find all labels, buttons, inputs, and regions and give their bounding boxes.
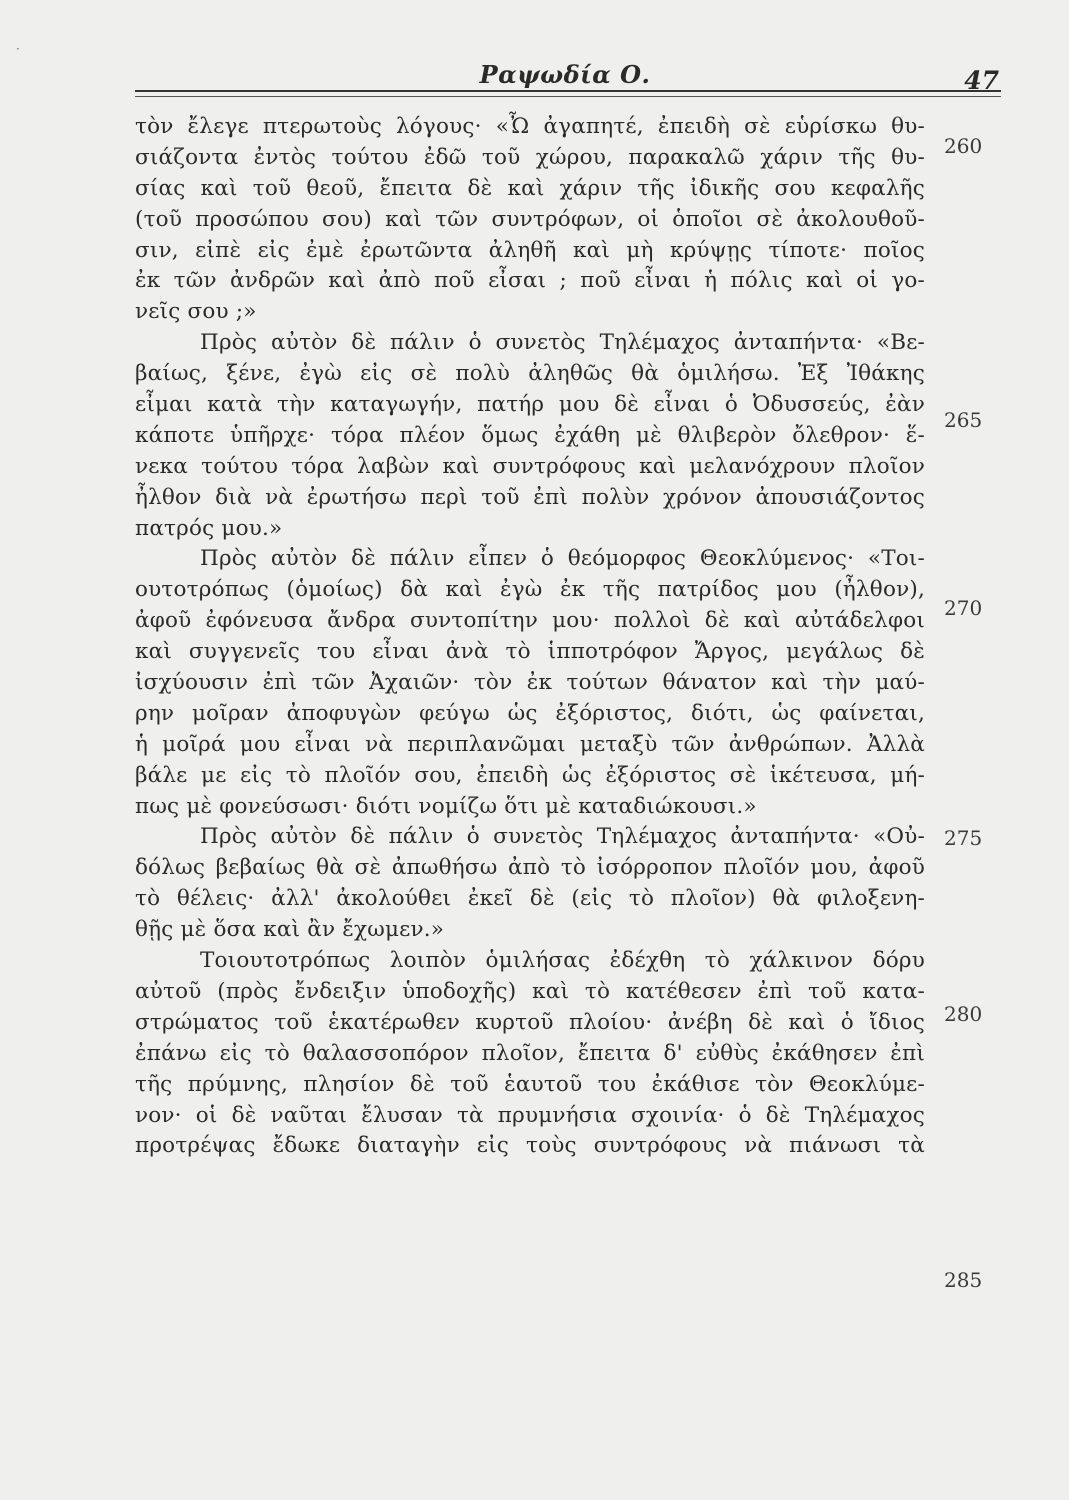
text-line: ἦλθον διὰ νὰ ἐρωτήσω περὶ τοῦ ἐπὶ πολὺν χρόνον ἀπουσιάζοντος (135, 484, 925, 510)
verse-number: 265 (944, 408, 983, 432)
text-line: τὸν ἔλεγε πτερωτοὺς λόγους· «Ὦ ἀγαπητέ, ἐπειδὴ σὲ εὑρίσκω θυ- (135, 114, 925, 139)
text-line: νον· οἱ δὲ ναῦται ἔλυσαν τὰ πρυμνήσια σχοινία· ὁ δὲ Τηλέμαχος (135, 1102, 925, 1128)
text-line: Πρὸς αὐτὸν δὲ πάλιν ὁ συνετὸς Τηλέμαχος ἀνταπήντα· «Οὐ- (200, 824, 925, 850)
text-line: πως μὲ φονεύσωσι· διότι νομίζω ὅτι μὲ καταδιώκουσι.» (135, 793, 757, 819)
text-line: κάποτε ὑπῆρχε· τόρα πλέον ὅμως ἐχάθη μὲ θλιβερὸν ὄλεθρον· ἕ- (135, 422, 925, 448)
text-line: τὸ θέλεις· ἀλλ' ἀκολούθει ἐκεῖ δὲ (εἰς τὸ πλοῖον) θὰ φιλοξενη- (135, 886, 925, 912)
text-line: ἐκ τῶν ἀνδρῶν καὶ ἀπὸ ποῦ εἶσαι ; ποῦ εἶναι ἡ πόλις καὶ οἱ γο- (135, 268, 925, 294)
text-line: σιάζοντα ἐντὸς τούτου ἐδῶ τοῦ χώρου, παρακαλῶ χάριν τῆς θυ- (135, 144, 925, 170)
verse-number: 275 (944, 826, 983, 850)
text-line: νεῖς σου ;» (135, 299, 257, 325)
text-line: Πρὸς αὐτὸν δὲ πάλιν ὁ συνετὸς Τηλέμαχος ἀνταπήντα· «Βε- (200, 330, 925, 356)
text-line: Τοιουτοτρόπως λοιπὸν ὁμιλήσας ἐδέχθη τὸ χάλκινον δόρυ (200, 948, 925, 974)
page-header (135, 60, 1001, 100)
page-speck: · (16, 42, 20, 56)
text-line: σιν, εἰπὲ εἰς ἐμὲ ἐρωτῶντα ἀληθῆ καὶ μὴ κρύψῃς τίποτε· ποῖος (135, 237, 925, 263)
text-line: βάλε με εἰς τὸ πλοῖόν σου, ἐπειδὴ ὡς ἐξόριστος σὲ ἱκέτευσα, μή- (135, 762, 925, 788)
text-line: ἰσχύουσιν ἐπὶ τῶν Ἀχαιῶν· τὸν ἐκ τούτων θάνατον καὶ τὴν μαύ- (135, 670, 925, 696)
text-line: ἡ μοῖρά μου εἶναι νὰ περιπλανῶμαι μεταξὺ τῶν ἀνθρώπων. Ἀλλὰ (135, 731, 925, 757)
text-line: βαίως, ξένε, ἐγὼ εἰς σὲ πολὺ ἀληθῶς θὰ ὁμιλήσω. Ἐξ Ἰθάκης (135, 361, 925, 387)
text-line: θῇς μὲ ὅσα καὶ ἂν ἔχωμεν.» (135, 917, 445, 943)
text-line: ρην μοῖραν ἀποφυγὼν φεύγω ὡς ἐξόριστος, διότι, ὡς φαίνεται, (135, 700, 925, 726)
text-line: (τοῦ προσώπου σου) καὶ τῶν συντρόφων, οἱ ὁποῖοι σὲ ἀκολουθοῦ- (135, 206, 925, 232)
verse-number: 270 (944, 596, 983, 620)
text-line: σίας καὶ τοῦ θεοῦ, ἔπειτα δὲ καὶ χάριν τῆς ἰδικῆς σου κεφαλῆς (135, 175, 925, 201)
text-line: Πρὸς αὐτὸν δὲ πάλιν εἶπεν ὁ θεόμορφος Θεοκλύμενος· «Τοι- (200, 546, 925, 572)
text-line: εἶμαι κατὰ τὴν καταγωγήν, πατήρ μου δὲ εἶναι ὁ Ὀδυσσεύς, ἐὰν (135, 392, 925, 418)
text-line: ἐπάνω εἰς τὸ θαλασσοπόρον πλοῖον, ἔπειτα δ' εὐθὺς ἐκάθησεν ἐπὶ (135, 1040, 925, 1066)
text-line: ἀφοῦ ἐφόνευσα ἄνδρα συντοπίτην μου· πολλοὶ δὲ καὶ αὐτάδελφοι (135, 608, 925, 634)
text-line: αὐτοῦ (πρὸς ἔνδειξιν ὑποδοχῆς) καὶ τὸ κατέθεσεν ἐπὶ τοῦ κατα- (135, 978, 925, 1004)
text-line: δόλως βεβαίως θὰ σὲ ἀπωθήσω ἀπὸ τὸ ἰσόρροπον πλοῖόν μου, ἀφοῦ (135, 855, 925, 881)
text-line: στρώματος τοῦ ἑκατέρωθεν κυρτοῦ πλοίου· ἀνέβη δὲ καὶ ὁ ἴδιος (135, 1009, 925, 1035)
main-text (135, 112, 925, 1162)
header-rule-thin (135, 96, 1001, 97)
header-rule (135, 90, 1001, 92)
text-line: ουτοτρόπως (ὁμοίως) δὰ καὶ ἐγὼ ἐκ τῆς πατρίδος μου (ἦλθον), (135, 577, 925, 603)
verse-number: 260 (944, 134, 983, 158)
text-line: πατρός μου.» (135, 515, 283, 541)
text-line: τῆς πρύμνης, πλησίον δὲ τοῦ ἑαυτοῦ του ἐκάθισε τὸν Θεοκλύμε- (135, 1071, 925, 1097)
verse-number: 280 (944, 1002, 983, 1026)
text-line: καὶ συγγενεῖς του εἶναι ἀνὰ τὸ ἱπποτρόφον Ἄργος, μεγάλως δὲ (135, 639, 925, 665)
text-line: νεκα τούτου τόρα λαβὼν καὶ συντρόφους καὶ μελανόχρουν πλοῖον (135, 453, 925, 479)
verse-number: 285 (944, 1268, 983, 1292)
text-line: προτρέψας ἔδωκε διαταγὴν εἰς τοὺς συντρόφους νὰ πιάνωσι τὰ (135, 1133, 925, 1159)
chapter-title: Ραψωδία Ο. (479, 60, 651, 89)
page-number: 47 (964, 66, 999, 95)
